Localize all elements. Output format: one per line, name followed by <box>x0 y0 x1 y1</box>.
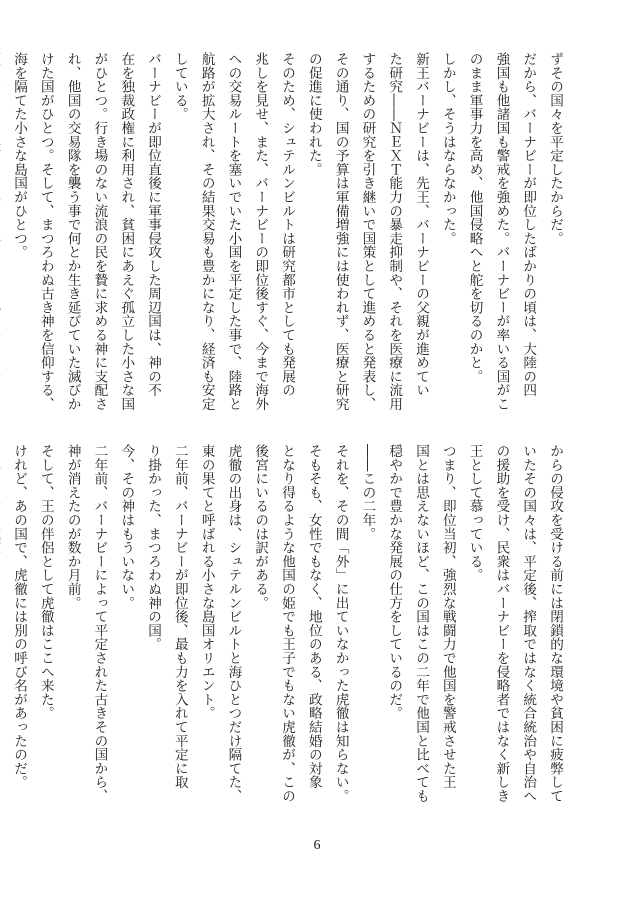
text-line: 王として慕っている。 <box>466 444 483 582</box>
text-line: 在を独裁政権に利用され、貧困にあえぐ孤立した小さな国 <box>118 52 135 411</box>
text-line: 強国も他諸国も警戒を強めた。バーナビーが率いる国がこ <box>493 52 510 411</box>
page-number: 6 <box>313 838 321 853</box>
text-line: の援助を受け、民衆はバーナビーを侵略者ではなく新しき <box>493 444 510 803</box>
text-line: のまま軍事力を高め、他国侵略へと舵を切るのかと。 <box>466 52 483 384</box>
text-line: がひとつ。行き場のない流浪の民を贄に求める神に支配さ <box>91 52 108 411</box>
text-line: バーナビーが即位直後に軍事侵攻した周辺国は、神の不 <box>145 52 162 397</box>
text-line: そして、王の伴侶として虎徹はここへ来た。 <box>37 444 54 720</box>
text-line: しかし、そうはならなかった。 <box>439 52 456 246</box>
text-line: り掛かった、まつろわぬ神の国。 <box>145 444 162 651</box>
text-line: 航路が拡大され、その結果交易も豊かになり、経済も安定 <box>198 52 215 411</box>
text-line: 後宮にいるのは訳がある。 <box>252 444 269 610</box>
text-line <box>0 52 5 432</box>
text-line: 東の果てと呼ばれる小さな島国オリエント。 <box>198 444 215 720</box>
text-line: となり得るような他国の姫でも王子でもない虎徹が、この <box>279 444 296 803</box>
text-line: た研究――ＮＥＸＴ能力の暴走抑制や、それを医療に流用 <box>386 52 403 411</box>
text-line: ――この二年。 <box>359 444 376 541</box>
text-line: れ、他国の交易隊を襲う事で何とか生き延びていた滅びか <box>64 52 81 411</box>
text-line: ずその国々を平定したからだ。 <box>547 52 563 246</box>
text-line: そもそも、女性でもなく、地位のある、政略結婚の対象 <box>305 444 322 789</box>
text-line: それを、その間「外」に出ていなかった虎徹は知らない。 <box>332 444 349 803</box>
text-line: 新王バーナビーは、先王、バーナビーの父親が進めてい <box>413 52 430 397</box>
text-line: への交易ルートを塞いでいた小国を平定した事で、陸路と <box>225 52 242 411</box>
text-line: だから、バーナビーが即位したばかりの頃は、大陸の四 <box>520 52 537 397</box>
text-line: 二年前、バーナビーが即位後、最も力を入れて平定に取 <box>171 444 188 789</box>
text-line: けれど、あの国で、虎徹には別の呼び名があったのだ。 <box>11 444 28 789</box>
text-line: 兆しを見せ、また、バーナビーの即位後すぐ、今まで海外 <box>252 52 269 411</box>
text-line: けた国がひとつ。そして、まつろわぬ古き神を信仰する、 <box>37 52 54 411</box>
text-line: するための研究を引き継いで国策として進めると発表し、 <box>359 52 376 411</box>
text-line: 今、その神はもういない。 <box>118 444 135 610</box>
text-line: している。 <box>171 52 188 121</box>
text-line: 虎徹の出身は、シュテルンビルトと海ひとつだけ隔てた、 <box>225 444 242 803</box>
text-line: 海を隔てた小さな島国がひとつ。 <box>11 52 28 259</box>
text-block-bottom <box>11 444 568 824</box>
text-line: 二年前、バーナビーによって平定された古きその国から、 <box>91 444 108 803</box>
text-line: 国とは思えないほど、この国はこの二年で他国と比べても <box>413 444 430 803</box>
text-line: その通り、国の予算は軍備増強には使われず、医療と研究 <box>332 52 349 411</box>
text-line: の促進に使われた。 <box>305 52 322 177</box>
text-line: つまり、即位当初、強烈な戦闘力で他国を警戒させた王 <box>439 444 456 789</box>
text-line: そのため、シュテルンビルトは研究都市としても発展の <box>279 52 296 397</box>
text-line: 神が消えたのが数か月前。 <box>64 444 81 610</box>
text-line: いたその国々は、平定後、搾取ではなく統合統治や自治へ <box>520 444 537 803</box>
text-block-top <box>11 52 568 432</box>
text-line: からの侵攻を受ける前には閉鎖的な環境や貧困に疲弊して <box>547 444 563 803</box>
text-line: 穏やかで豊かな発展の仕方をしているのだ。 <box>386 444 403 720</box>
